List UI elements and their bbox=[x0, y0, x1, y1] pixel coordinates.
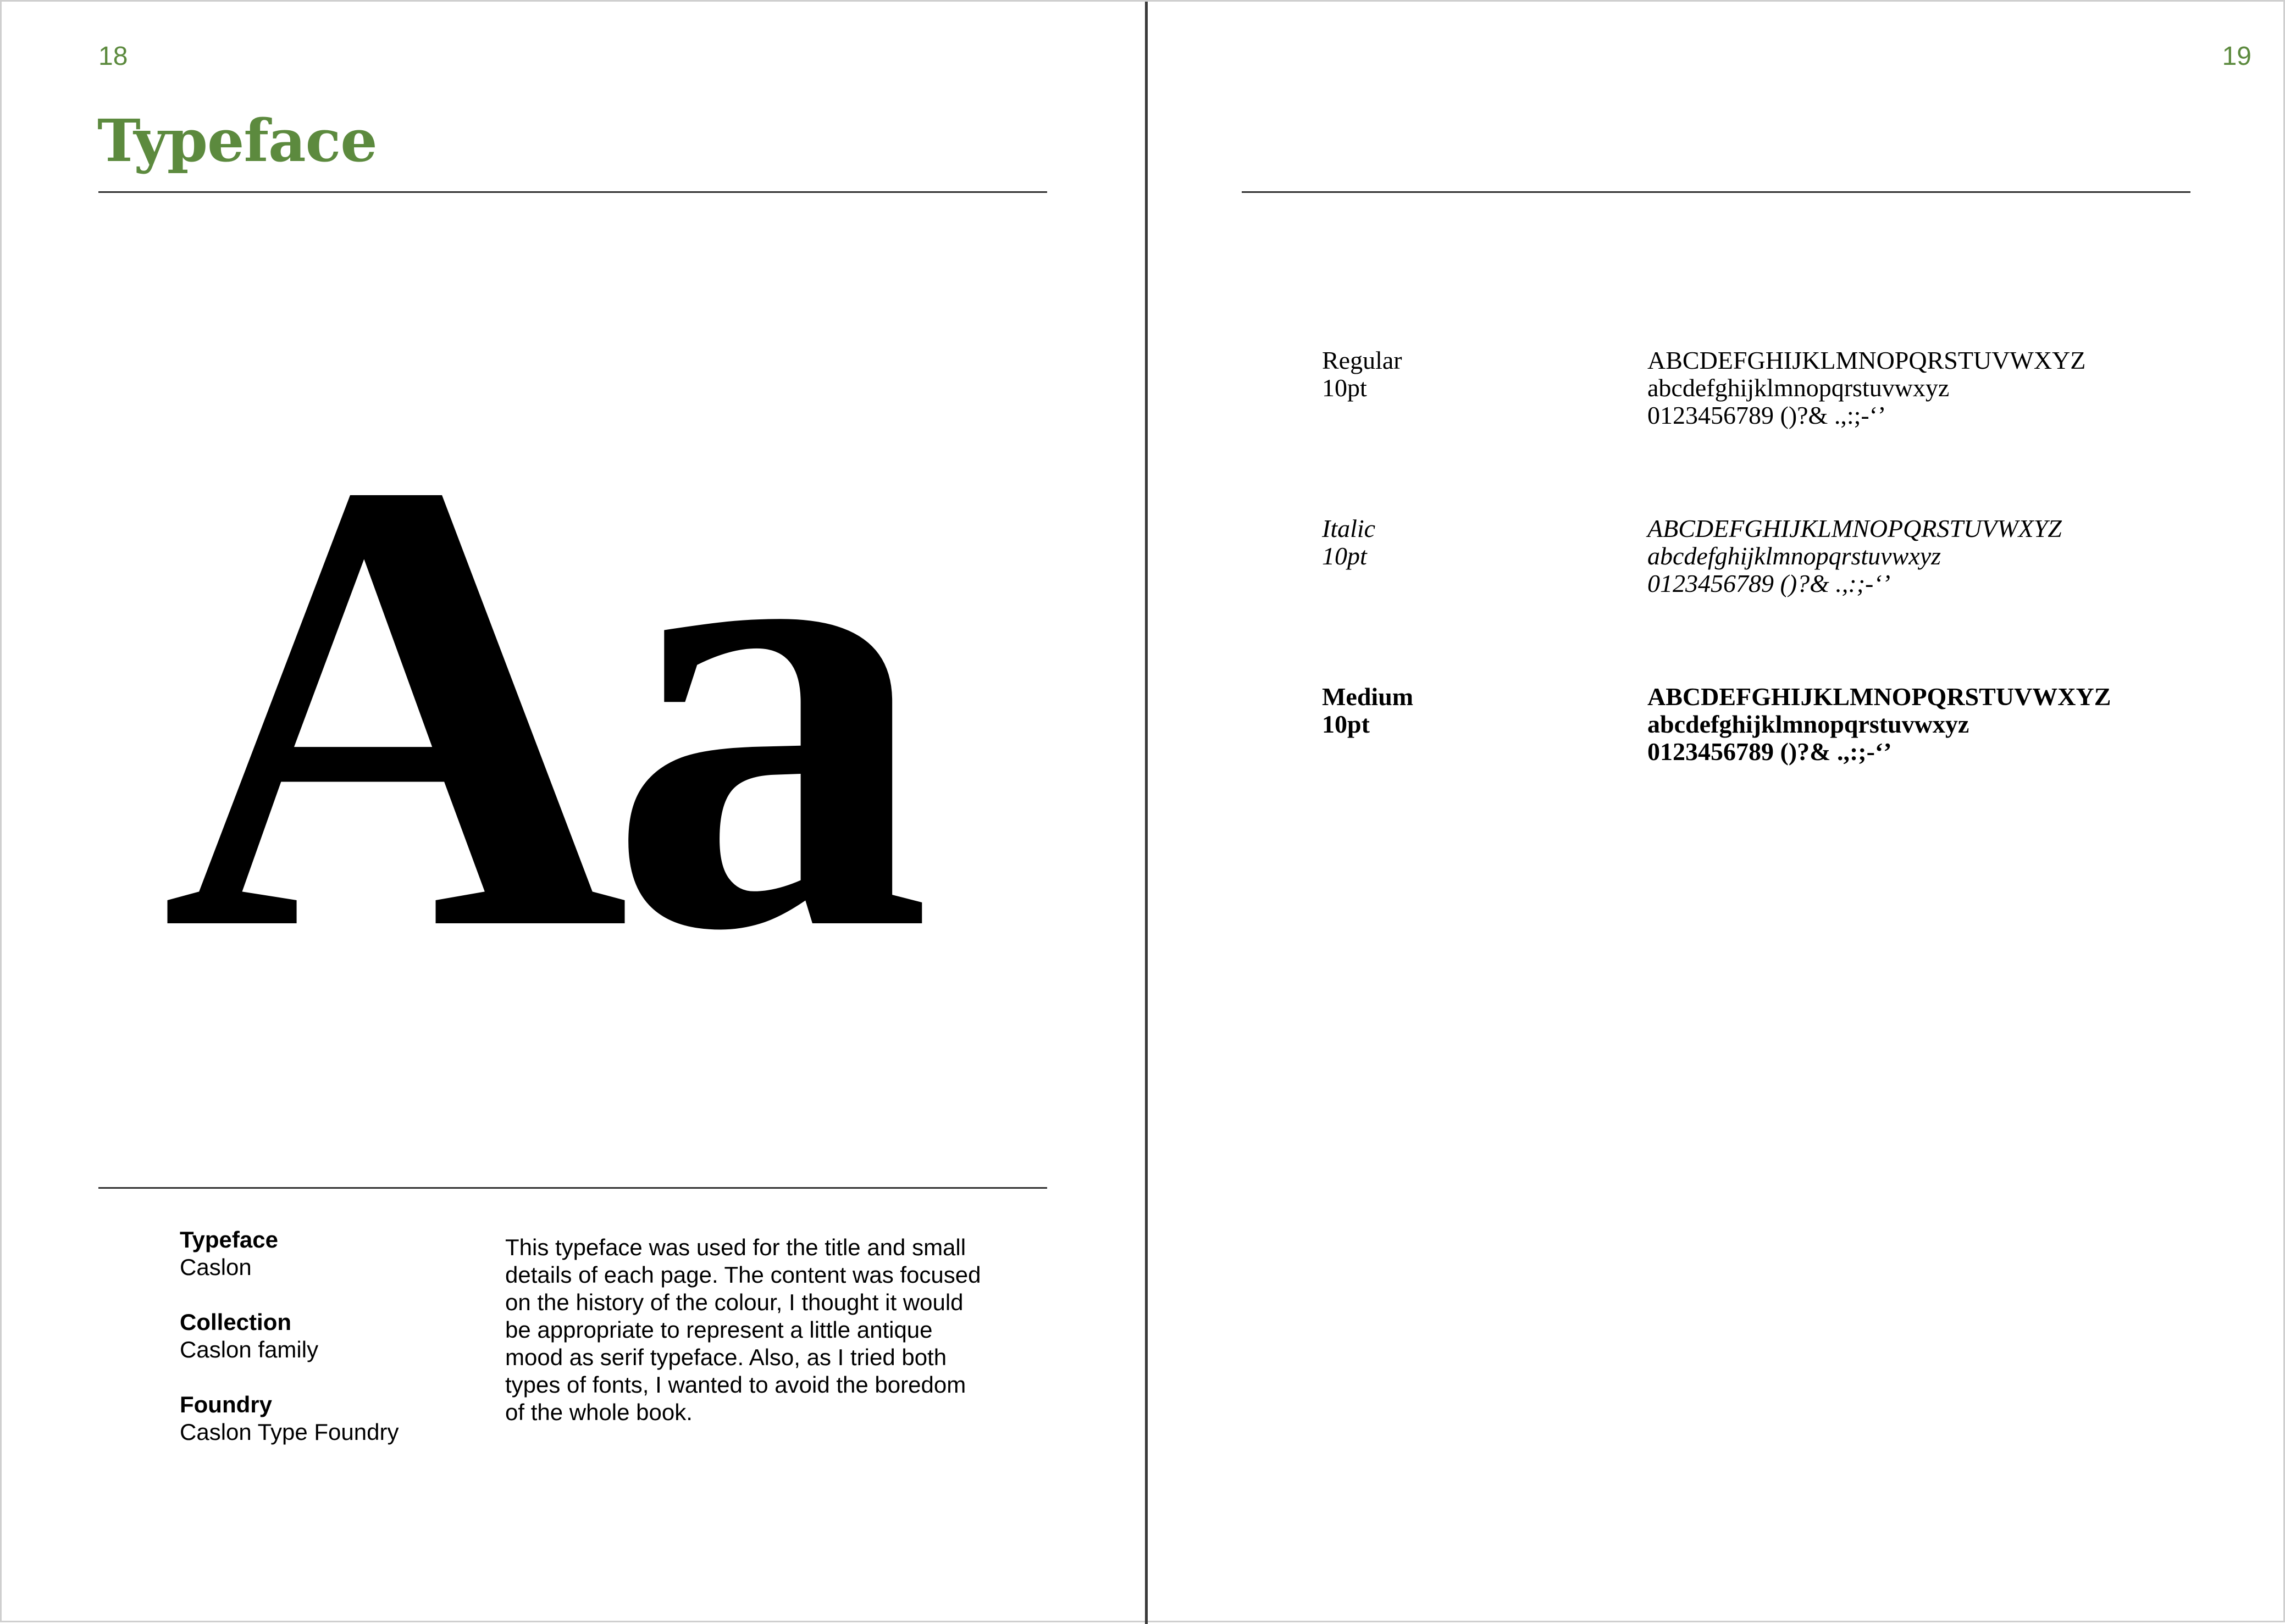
style-label: Medium bbox=[1322, 683, 1414, 711]
meta-value: Caslon family bbox=[180, 1337, 319, 1362]
numeral-sample: 0123456789 ()?& .,:;-‘’ bbox=[1647, 401, 1886, 429]
meta-typeface bbox=[180, 1226, 488, 1281]
page-number-left: 18 bbox=[98, 42, 128, 71]
meta-value: Caslon Type Foundry bbox=[180, 1419, 399, 1445]
style-row-regular bbox=[1322, 347, 2256, 515]
style-size: 10pt bbox=[1322, 710, 1370, 738]
bottom-rule-left bbox=[98, 1187, 1047, 1189]
spine-divider bbox=[1145, 2, 1148, 1624]
meta-collection bbox=[180, 1309, 488, 1364]
lowercase-sample: abcdefghijklmnopqrstuvwxyz bbox=[1647, 374, 1950, 402]
style-label: Regular bbox=[1322, 346, 1402, 374]
style-name bbox=[1322, 683, 1630, 738]
meta-foundry bbox=[180, 1391, 488, 1446]
typeface-description: This typeface was used for the title and small details of each page. The content was focused on the history of the colour, I thought it would be appropriate to represent a little antique mood as serif typeface. Also, as I tried both types of fonts, I wanted to avoid the boredom of the whole book. bbox=[505, 1234, 981, 1425]
style-samples bbox=[1647, 347, 2258, 429]
meta-value: Caslon bbox=[180, 1254, 252, 1280]
style-specimens bbox=[1322, 347, 2256, 851]
numeral-sample: 0123456789 ()?& .,:;-‘’ bbox=[1647, 569, 1891, 597]
meta-label: Collection bbox=[180, 1309, 292, 1335]
numeral-sample: 0123456789 ()?& .,:;-‘’ bbox=[1647, 738, 1892, 766]
uppercase-sample: ABCDEFGHIJKLMNOPQRSTUVWXYZ bbox=[1647, 346, 2086, 374]
style-samples bbox=[1647, 515, 2258, 597]
uppercase-sample: ABCDEFGHIJKLMNOPQRSTUVWXYZ bbox=[1647, 514, 2062, 542]
specimen-glyphs: Aa bbox=[161, 346, 910, 1064]
style-size: 10pt bbox=[1322, 374, 1367, 402]
meta-label: Foundry bbox=[180, 1392, 272, 1417]
page-number-right: 19 bbox=[2222, 42, 2251, 71]
top-rule-left bbox=[98, 191, 1047, 193]
style-row-medium bbox=[1322, 683, 2256, 851]
left-page bbox=[2, 2, 1146, 1624]
glyph-specimen bbox=[161, 346, 986, 1064]
style-name bbox=[1322, 515, 1630, 570]
style-row-italic bbox=[1322, 515, 2256, 683]
page-title: Typeface bbox=[97, 106, 377, 175]
right-page bbox=[1148, 2, 2285, 1624]
top-rule-right bbox=[1242, 191, 2190, 193]
style-samples bbox=[1647, 683, 2258, 766]
style-label: Italic bbox=[1322, 514, 1376, 542]
lowercase-sample: abcdefghijklmnopqrstuvwxyz bbox=[1647, 542, 1941, 570]
typeface-metadata bbox=[180, 1226, 488, 1473]
lowercase-sample: abcdefghijklmnopqrstuvwxyz bbox=[1647, 710, 1969, 738]
uppercase-sample: ABCDEFGHIJKLMNOPQRSTUVWXYZ bbox=[1647, 683, 2111, 711]
style-size: 10pt bbox=[1322, 542, 1367, 570]
style-name bbox=[1322, 347, 1630, 402]
meta-label: Typeface bbox=[180, 1227, 278, 1252]
